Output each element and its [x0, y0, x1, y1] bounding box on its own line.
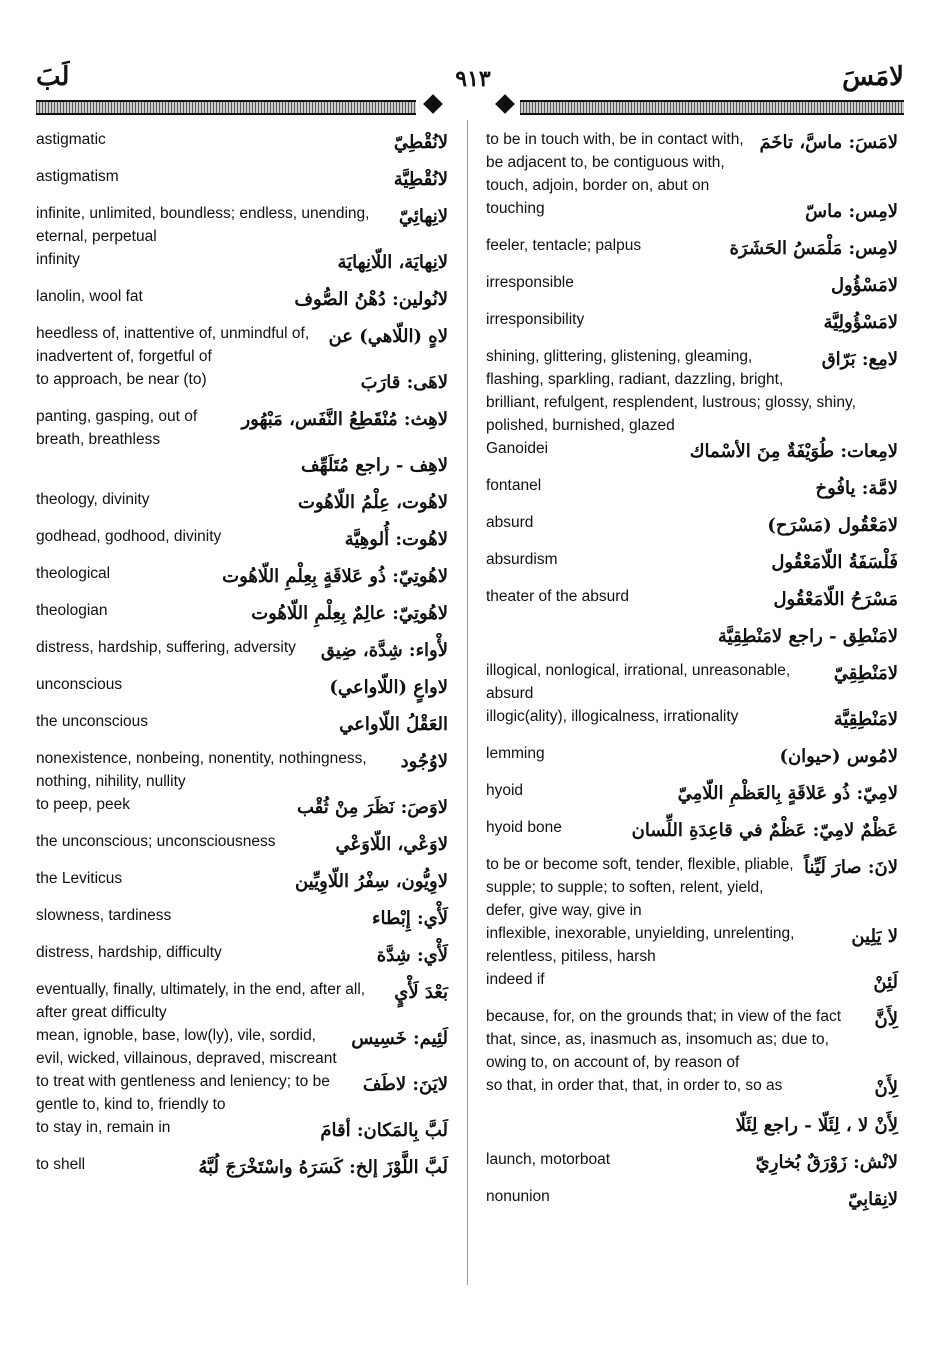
- arabic-headword: لاهُوت: أُلوهِيَّة: [344, 529, 448, 550]
- english-definition: lanolin, wool fat: [36, 288, 143, 305]
- dictionary-entry: [36, 941, 448, 978]
- english-definition: theological: [36, 565, 111, 582]
- arabic-headword: لامَنْطِقِيّ: [833, 663, 898, 684]
- arabic-headword: لَئِنْ: [873, 972, 898, 993]
- dictionary-entry: [486, 742, 898, 779]
- english-definition: eventually, finally, ultimately, in the end, after all, after great difficulty: [36, 981, 366, 1021]
- english-definition: godhead, godhood, divinity: [36, 528, 222, 545]
- dictionary-entry: [486, 234, 898, 271]
- english-definition: illogic(ality), illogicalness, irrationality: [486, 708, 739, 725]
- english-definition: nonunion: [486, 1188, 550, 1205]
- arabic-headword: لاهُوتِيّ: ذُو عَلاقَةٍ بِعِلْمِ اللّاهُوت: [222, 566, 448, 587]
- right-column: [486, 128, 898, 1222]
- column-divider: [467, 120, 468, 1285]
- arabic-headword: لاوِيُّون، سِفْرُ اللّاوِيِّين: [294, 871, 448, 892]
- dictionary-entry: [36, 562, 448, 599]
- english-definition: to shell: [36, 1156, 86, 1173]
- dictionary-entry: [486, 548, 898, 585]
- arabic-headword: لانِقابِيّ: [848, 1189, 898, 1210]
- dictionary-entry: [486, 853, 898, 922]
- arabic-headword: لاواعٍ (اللّاواعي): [329, 677, 448, 698]
- left-column: [36, 128, 448, 1190]
- arabic-headword: لَبَّ بِالمَكان: أقامَ: [320, 1120, 448, 1141]
- dictionary-entry: [36, 830, 448, 867]
- arabic-headword: لَبَّ اللَّوْزَ إلخ: كَسَرَهُ واسْتَخْرَجَ لُبَّهُ: [198, 1157, 448, 1178]
- dictionary-entry: [36, 793, 448, 830]
- dictionary-entry: [36, 599, 448, 636]
- header-rule-left: [36, 100, 416, 115]
- arabic-headword: عَظْمٌ لامِيّ: عَظْمٌ في قاعِدَةِ اللِّسان: [631, 820, 898, 841]
- arabic-headword: لَأْي: شِدَّة: [376, 945, 448, 966]
- dictionary-entry: [486, 345, 898, 437]
- dictionary-entry: [486, 779, 898, 816]
- arabic-headword: لامِس: مَلْمَسُ الحَشَرَة: [729, 238, 898, 259]
- english-definition: irresponsibility: [486, 311, 585, 328]
- dictionary-entry: [36, 904, 448, 941]
- english-definition: to treat with gentleness and leniency; to be gentle to, kind to, friendly to: [36, 1073, 330, 1113]
- arabic-headword: لانُقْطِيَّة: [393, 169, 448, 190]
- dictionary-entry: [486, 197, 898, 234]
- arabic-headword: لانُولين: دُهْنُ الصُّوف: [294, 289, 448, 310]
- arabic-headword: لاهَى: قارَبَ: [360, 372, 448, 393]
- arabic-headword: لانَ: صارَ لَيِّناً: [804, 857, 898, 878]
- arabic-headword: لِأَنْ: [874, 1078, 898, 1099]
- dictionary-entry: [486, 585, 898, 622]
- english-definition: the unconscious: [36, 713, 149, 730]
- english-definition: to stay in, remain in: [36, 1119, 171, 1136]
- dictionary-entry: [486, 128, 898, 197]
- arabic-headword: لا يَلِين: [851, 926, 898, 947]
- arabic-headword: لاهٍ (اللّاهي) عن: [328, 326, 448, 347]
- dictionary-entry: [36, 1153, 448, 1190]
- diamond-ornament-left: [423, 94, 443, 114]
- dictionary-entry: [36, 368, 448, 405]
- dictionary-entry: [486, 1185, 898, 1222]
- arabic-headword: لامِيّ: ذُو عَلاقَةٍ بِالعَظْمِ اللّامِيّ: [677, 783, 898, 804]
- arabic-headword: لامِع: بَرّاق: [821, 349, 898, 370]
- dictionary-entry: [486, 1111, 898, 1148]
- english-definition: infinite, unlimited, boundless; endless, unending, eternal, perpetual: [36, 205, 370, 245]
- english-definition: mean, ignoble, base, low(ly), vile, sordid, evil, wicked, villainous, depraved, miscreant: [36, 1027, 337, 1067]
- dictionary-entry: [486, 1005, 898, 1074]
- dictionary-entry: [36, 867, 448, 904]
- dictionary-entry: [486, 659, 898, 705]
- arabic-headword: لِأَنَّ: [874, 1009, 898, 1030]
- dictionary-entry: [36, 1070, 448, 1116]
- arabic-headword: لامَنْطِق - راجع لامَنْطِقِيَّة: [717, 626, 898, 647]
- english-definition: fontanel: [486, 477, 542, 494]
- arabic-headword: لاهِث: مُنْقَطِعُ النَّفَس، مَبْهُور: [241, 409, 448, 430]
- english-definition: touching: [486, 200, 545, 217]
- english-definition: astigmatism: [36, 168, 119, 185]
- dictionary-entry: [36, 636, 448, 673]
- arabic-headword: لامُوس (حيوان): [779, 746, 898, 767]
- english-definition: irresponsible: [486, 274, 574, 291]
- dictionary-entry: [36, 747, 448, 793]
- arabic-headword: لانُقْطِيّ: [393, 132, 448, 153]
- english-definition: the unconscious; unconsciousness: [36, 833, 276, 850]
- english-definition: distress, hardship, difficulty: [36, 944, 222, 961]
- english-definition: to be in touch with, be in contact with, be adjacent to, be contiguous with, touch, adjoin, border on, abut on: [486, 131, 744, 194]
- english-definition: nonexistence, nonbeing, nonentity, nothingness, nothing, nihility, nullity: [36, 750, 367, 790]
- dictionary-entry: [486, 705, 898, 742]
- arabic-headword: لاهِف - راجع مُتَلَهِّف: [300, 455, 448, 476]
- english-definition: distress, hardship, suffering, adversity: [36, 639, 296, 656]
- dictionary-entry: [36, 165, 448, 202]
- english-definition: astigmatic: [36, 131, 106, 148]
- english-definition: feeler, tentacle; palpus: [486, 237, 642, 254]
- english-definition: heedless of, inattentive of, unmindful of, inadvertent of, forgetful of: [36, 325, 310, 365]
- english-definition: shining, glittering, glistening, gleaming, flashing, sparkling, radiant, dazzling, bright, brilliant, refulgent, resplendent, lustrous; glossy, shiny, polished, burnished, glazed: [486, 348, 856, 434]
- dictionary-entry: [36, 322, 448, 368]
- english-definition: absurdism: [486, 551, 558, 568]
- arabic-headword: لانِهائِيّ: [398, 206, 448, 227]
- arabic-headword: لأْواء: شِدَّة، ضِيق: [320, 640, 448, 661]
- english-definition: launch, motorboat: [486, 1151, 611, 1168]
- dictionary-entry: [486, 922, 898, 968]
- arabic-headword: لامَّة: يافُوخ: [815, 478, 898, 499]
- dictionary-entry: [36, 202, 448, 248]
- english-definition: Ganoidei: [486, 440, 549, 457]
- arabic-headword: بَعْدَ لَأْيٍ: [394, 982, 448, 1003]
- dictionary-entry: [486, 1074, 898, 1111]
- english-definition: absurd: [486, 514, 534, 531]
- dictionary-entry: [486, 1148, 898, 1185]
- english-definition: so that, in order that, that, in order to, so as: [486, 1077, 783, 1094]
- arabic-headword: مَسْرَحُ اللّامَعْقُول: [773, 589, 898, 610]
- dictionary-entry: [36, 525, 448, 562]
- arabic-headword: لانْش: زَوْرَقٌ بُخارِيّ: [755, 1152, 898, 1173]
- english-definition: the Leviticus: [36, 870, 123, 887]
- dictionary-entry: [486, 271, 898, 308]
- arabic-headword: لاهُوتِيّ: عالِمٌ بِعِلْمِ اللّاهُوت: [251, 603, 448, 624]
- arabic-headword: لامَسْؤُولِيَّة: [823, 312, 898, 333]
- english-definition: illogical, nonlogical, irrational, unreasonable, absurd: [486, 662, 791, 702]
- dictionary-entry: [36, 128, 448, 165]
- header-left-word: لَبَ: [36, 62, 70, 92]
- header-rule-right: [520, 100, 904, 115]
- dictionary-entry: [36, 710, 448, 747]
- arabic-headword: فَلْسَفَةُ اللّامَعْقُول: [771, 552, 898, 573]
- dictionary-entry: [36, 451, 448, 488]
- english-definition: to approach, be near (to): [36, 371, 207, 388]
- arabic-headword: لامَعْقُول (مَسْرَح): [767, 515, 898, 536]
- arabic-headword: لاهُوت، عِلْمُ اللّاهُوت: [298, 492, 448, 513]
- english-definition: indeed if: [486, 971, 545, 988]
- dictionary-entry: [36, 285, 448, 322]
- arabic-headword: لايَنَ: لاطَفَ: [362, 1074, 448, 1095]
- arabic-headword: لاوَعْي، اللّاوَعْي: [335, 834, 448, 855]
- dictionary-entry: [486, 968, 898, 1005]
- arabic-headword: لِأَنْ لا ، لِئَلّا - راجع لِئَلّا: [735, 1115, 898, 1136]
- english-definition: theologian: [36, 602, 108, 619]
- english-definition: theology, divinity: [36, 491, 150, 508]
- page-number: ٩١٣: [455, 66, 491, 92]
- arabic-headword: لانِهايَة، اللّانِهايَة: [337, 252, 448, 273]
- arabic-headword: لامَنْطِقِيَّة: [833, 709, 898, 730]
- dictionary-entry: [36, 405, 448, 451]
- arabic-headword: لامِعات: طُوَيْفَةٌ مِنَ الأسْماك: [689, 441, 898, 462]
- english-definition: panting, gasping, out of breath, breathless: [36, 408, 198, 448]
- english-definition: because, for, on the grounds that; in view of the fact that, since, as, inasmuch as, insomuch as; due to, owing to, on account of, by reason of: [486, 1008, 842, 1071]
- dictionary-entry: [36, 1024, 448, 1070]
- dictionary-entry: [36, 488, 448, 525]
- dictionary-entry: [486, 622, 898, 659]
- english-definition: unconscious: [36, 676, 123, 693]
- dictionary-entry: [486, 474, 898, 511]
- dictionary-entry: [36, 1116, 448, 1153]
- english-definition: hyoid: [486, 782, 524, 799]
- dictionary-entry: [36, 978, 448, 1024]
- english-definition: theater of the absurd: [486, 588, 630, 605]
- dictionary-entry: [486, 308, 898, 345]
- english-definition: lemming: [486, 745, 545, 762]
- english-definition: to peep, peek: [36, 796, 130, 813]
- english-definition: hyoid bone: [486, 819, 562, 836]
- english-definition: inflexible, inexorable, unyielding, unrelenting, relentless, pitiless, harsh: [486, 925, 795, 965]
- arabic-headword: العَقْلُ اللّاواعي: [339, 714, 448, 735]
- header-right-word: لامَسَ: [842, 62, 904, 92]
- arabic-headword: لامَسَ: ماسَّ، تاخَمَ: [759, 132, 898, 153]
- dictionary-entry: [486, 437, 898, 474]
- arabic-headword: لامِس: ماسّ: [805, 201, 898, 222]
- dictionary-entry: [486, 511, 898, 548]
- arabic-headword: لَأْي: إِبْطاء: [372, 908, 448, 929]
- dictionary-entry: [36, 673, 448, 710]
- diamond-ornament-right: [495, 94, 515, 114]
- arabic-headword: لاوُجُود: [400, 751, 448, 772]
- english-definition: to be or become soft, tender, flexible, pliable, supple; to supple; to soften, relent, yield, defer, give way, give in: [486, 856, 794, 919]
- dictionary-entry: [486, 816, 898, 853]
- english-definition: slowness, tardiness: [36, 907, 172, 924]
- arabic-headword: لاوَصَ: نَظَرَ مِنْ ثُقْب: [296, 797, 448, 818]
- arabic-headword: لَئِيم: خَسِيس: [351, 1028, 448, 1049]
- arabic-headword: لامَسْؤُول: [830, 275, 898, 296]
- dictionary-entry: [36, 248, 448, 285]
- english-definition: infinity: [36, 251, 80, 268]
